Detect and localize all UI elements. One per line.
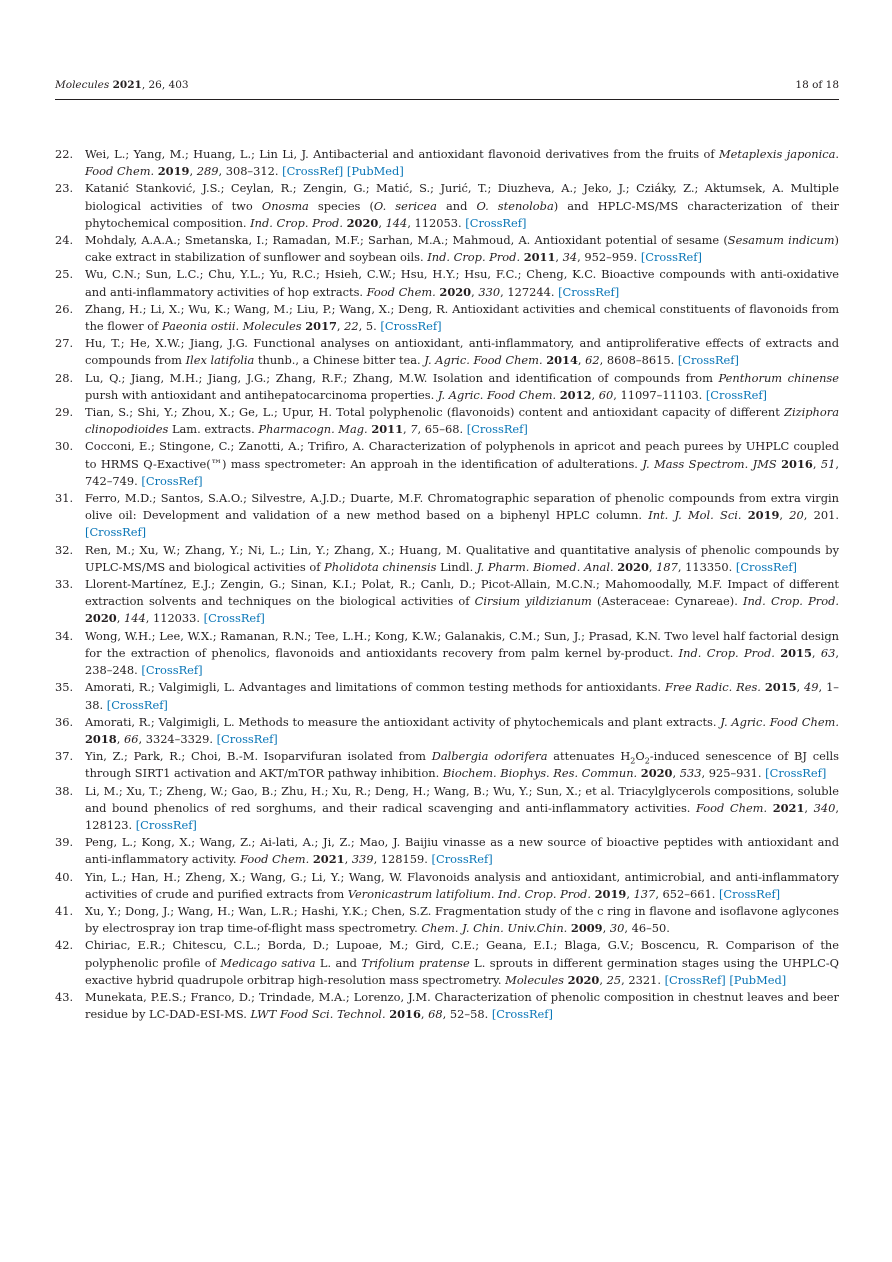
reference-item [55,679,839,713]
italic-text: O. sericea [373,198,437,213]
text-segment: Katanić Stanković, J.S.; Ceylan, R.; Zengin, G.; Matić, S.; Jurić, T.; Diuzheva, A.; Jeko, J.; Cziáky, Z.; Aktumsek, A. Multiple biological activities of two [85,181,839,213]
text-segment: Lu, Q.; Jiang, M.H.; Jiang, J.G.; Zhang, R.F.; Zhang, M.W. Isolation and identification of compounds from [85,370,719,385]
bold-year: 2019 [747,508,780,523]
reference-item [55,834,839,868]
text-segment: attenuates H [547,749,631,764]
bold-year: 2021 [772,800,805,815]
bold-year: 2012 [559,387,592,402]
text-segment: , [189,164,197,179]
crossref-link[interactable]: [CrossRef] [85,525,147,540]
text-segment: , [672,766,680,781]
text-segment: , [344,852,352,867]
crossref-link[interactable]: [CrossRef] [203,611,265,626]
text-segment: Yin, L.; Han, H.; Zheng, X.; Wang, G.; Li, Y.; Wang, W. Flavonoids analysis and antioxidant, antimicrobial, and anti-inflammatory activities of crude and purified extracts from [85,869,839,901]
reference-item [55,937,839,989]
italic-text: Ind. Crop. Prod. [678,645,775,660]
italic-text: Ilex latifolia [185,353,255,368]
italic-text: 63 [820,645,836,660]
reference-item [55,490,839,542]
text-segment: Amorati, R.; Valgimigli, L. Methods to measure the antioxidant activity of phytochemicals and plant extracts. [85,714,721,729]
reference-text [85,628,839,680]
italic-text: 330 [478,284,501,299]
italic-text: Dalbergia odorifera [431,749,548,764]
reference-item [55,266,839,300]
crossref-link[interactable]: [CrossRef] [141,473,203,488]
italic-text: Food Chem. [240,852,310,867]
crossref-link[interactable]: [CrossRef] [640,250,702,265]
crossref-link[interactable]: [CrossRef] [765,766,827,781]
text-segment: and [436,198,477,213]
reference-number: 38. [55,783,74,798]
italic-text: 340 [813,800,836,815]
italic-text: J. Mass Spectrom. JMS [642,456,777,471]
text-segment: , 652–661. [655,886,719,901]
journal-year: 2021 [112,79,142,91]
reference-number: 41. [55,903,74,918]
header-rule [55,99,839,100]
reference-number: 40. [55,869,74,884]
crossref-link[interactable]: [CrossRef] [735,559,798,574]
text-segment: , [336,319,345,334]
reference-number: 32. [55,542,74,557]
italic-text: 22 [344,319,359,334]
text-segment: , [420,1007,429,1022]
italic-text: Medicago sativa [220,955,316,970]
bold-year: 2018 [85,731,117,746]
reference-number: 36. [55,714,74,729]
italic-text: Ind. Crop. Prod. [743,594,839,609]
text-segment: Wei, L.; Yang, M.; Huang, L.; Lin Li, J. Antibacterial and antioxidant flavonoid derivatives from the fruits of [85,147,719,161]
reference-text [85,783,839,835]
reference-item [55,714,839,748]
italic-text: Food Chem. [366,284,436,299]
italic-text: J. Agric. Food Chem. [424,353,543,368]
text-segment: , 201. [803,508,839,523]
reference-item [55,232,839,266]
italic-text: Food Chem. [85,164,155,179]
text-segment: , 52–58. [442,1007,492,1022]
text-segment: -induced senescence of BJ cells through SIRT1 activation and AKT/mTOR pathway inhibition. [85,749,839,781]
italic-text: Int. J. Mol. Sci. [648,508,742,523]
journal-citation [55,79,189,91]
reference-item [55,404,839,438]
text-segment: Yin, Z.; Park, R.; Choi, B.-M. Isoparvifuran isolated from [85,749,432,764]
text-segment: , 238–248. [85,645,839,678]
italic-text: 533 [679,766,702,781]
text-segment: , 2321. [621,972,665,987]
text-segment: Ferro, M.D.; Santos, S.A.O.; Silvestre, A.J.D.; Duarte, M.F. Chromatographic separation of phenolic compounds from extra virgin olive oil: Development and validation of a new method based on a biphenyl HPLC column. [85,491,839,523]
reference-number: 25. [55,267,74,282]
text-segment: , [378,215,386,230]
italic-text: 144 [385,215,408,230]
text-segment: , 5. [358,319,381,334]
reference-number: 27. [55,336,74,351]
reference-number: 30. [55,439,74,454]
italic-text: Molecules [505,972,565,987]
text-segment: , [116,731,124,746]
reference-text [85,937,839,989]
page-number: 18 of 18 [795,79,839,91]
italic-text: Metaplexis japonica [719,147,836,161]
text-segment: , 128159. [373,852,432,867]
text-segment: , 8608–8615. [599,353,678,368]
text-segment: Lindl. [436,559,477,574]
italic-text: Sesamum indicum [727,233,835,248]
reference-text [85,903,839,937]
text-segment: Mohdaly, A.A.A.; Smetanska, I.; Ramadan, M.F.; Sarhan, M.A.; Mahmoud, A. Antioxidant potential of sesame ( [85,233,728,248]
reference-text [85,490,839,542]
text-segment: , 127244. [500,284,559,299]
text-segment: , [555,250,563,265]
reference-item [55,783,839,835]
crossref-link[interactable]: [CrossRef] [465,215,527,230]
text-segment: , [602,921,610,936]
text-segment: Tian, S.; Shi, Y.; Zhou, X.; Ge, L.; Upur, H. Total polyphenolic (flavonoids) content and antioxidant capacity of different [85,405,785,420]
text-segment: Lam. extracts. [168,422,259,437]
reference-number: 22. [55,147,74,161]
bold-year: 2015 [764,680,797,695]
reference-item [55,628,839,680]
reference-list [55,146,839,1023]
crossref-link[interactable]: [CrossRef] [558,284,620,299]
text-segment: Llorent-Martínez, E.J.; Zengin, G.; Sinan, K.I.; Polat, R.; Canlı, D.; Picot-Allain, M.C.N.; Mahomoodally, M.F. Impact of different extraction solvents and techniques on the biological activities of [85,577,839,609]
bold-year: 2015 [780,645,812,660]
subscript: 2 [644,756,650,766]
crossref-link[interactable]: [CrossRef] [677,353,739,368]
reference-text [85,232,839,266]
text-segment: . [235,319,243,334]
text-segment: Ren, M.; Xu, W.; Zhang, Y.; Ni, L.; Lin, Y.; Zhang, X.; Huang, M. Qualitative and quantitative analysis of phenolic compounds by UPLC-MS/MS and biological activities of [85,542,839,574]
reference-item [55,301,839,335]
text-segment: , [577,353,586,368]
crossref-link[interactable]: [CrossRef] [664,972,726,987]
bold-year: 2019 [157,164,190,179]
italic-text: 49 [804,680,819,695]
italic-text: 25 [606,972,622,987]
italic-text: 34 [562,250,578,265]
reference-number: 39. [55,835,74,850]
text-segment: thunb., a Chinese bitter tea. [254,353,425,368]
italic-text: 137 [633,886,656,901]
italic-text: 187 [656,559,678,574]
reference-text [85,335,839,369]
crossref-link[interactable]: [CrossRef] [431,852,493,867]
text-segment: , 112033. [145,611,204,626]
bold-year: 2019 [594,886,627,901]
italic-text: LWT Food Sci. Technol. [250,1007,386,1022]
reference-number: 42. [55,938,74,953]
bold-year: 2017 [305,319,337,334]
crossref-link[interactable]: [CrossRef] [141,663,203,678]
text-segment: Peng, L.; Kong, X.; Wang, Z.; Ai-lati, A.; Ji, Z.; Mao, J. Baijiu vinasse as a new source of bioactive peptides with antioxidant and anti-inflammatory activity. [85,835,839,867]
text-segment: , 46–50. [624,921,670,936]
text-segment: . [490,886,499,901]
reference-item [55,542,839,576]
text-segment: , 308–312. [218,164,283,179]
text-segment: , [626,886,634,901]
italic-text: 51 [820,456,836,471]
text-segment: , 1–38. [85,680,840,712]
text-segment: Zhang, H.; Li, X.; Wu, K.; Wang, M.; Liu, P.; Wang, X.; Deng, R. Antioxidant activities and chemical constituents of flavonoids from the flower of [85,301,839,334]
text-segment: Wu, C.N.; Sun, L.C.; Chu, Y.L.; Yu, R.C.; Hsieh, C.W.; Hsu, H.Y.; Hsu, F.C.; Cheng, K.C. Bioactive compounds with anti-oxidative and anti-inflammatory activities of hop extracts. [85,267,839,299]
bold-year: 2009 [570,921,603,936]
italic-text: 289 [196,164,219,179]
italic-text: 7 [410,422,418,437]
text-segment: Xu, Y.; Dong, J.; Wang, H.; Wan, L.R.; Hashi, Y.K.; Chen, S.Z. Fragmentation study of the c ring in flavone and isoflavone aglycones by electrospray ion trap time-of-flight mass spectrometry. [85,903,839,936]
italic-text: 339 [351,852,374,867]
italic-text: Free Radic. Res. [664,680,761,695]
reference-text [85,146,839,180]
crossref-link[interactable]: [CrossRef] [216,731,278,746]
crossref-link[interactable]: [CrossRef] [380,319,442,334]
italic-text: Trifolium pratense [361,955,470,970]
text-segment: , [648,559,657,574]
reference-item [55,989,839,1023]
reference-text [85,180,839,232]
text-segment: Hu, T.; He, X.W.; Jiang, J.G. Functional analyses on antioxidant, anti-inflammatory, and antiproliferative effects of extracts and compounds from [85,336,839,368]
text-segment: , [471,284,479,299]
bold-year: 2020 [85,611,117,626]
text-segment: , [796,680,805,695]
reference-number: 43. [55,989,74,1004]
bold-year: 2020 [640,766,673,781]
volume-issue: , 26, 403 [141,79,189,91]
bold-year: 2020 [346,215,379,230]
text-segment: Cocconi, E.; Stingone, C.; Zanotti, A.; Trifiro, A. Characterization of polyphenols in apricot and peach purees by UHPLC coupled to HRMS Q-Exactive(™) mass spectrometer: An approah in the identification of adulterations. [85,439,839,471]
bold-year: 2011 [523,250,556,265]
text-segment: , 952–959. [577,250,641,265]
text-segment: , [779,508,790,523]
italic-text: 30 [609,921,625,936]
text-segment: (Asteraceae: Cynareae). [591,594,744,609]
reference-text [85,834,839,868]
reference-item [55,903,839,937]
italic-text: 144 [123,611,146,626]
bold-year: 2020 [439,284,472,299]
reference-text [85,714,839,748]
crossref-link[interactable]: [CrossRef] [718,886,781,901]
running-header [55,77,839,97]
text-segment: ) and HPLC-MS/MS characterization of their phytochemical composition. [85,198,840,230]
text-segment: O [635,749,645,764]
reference-text [85,679,839,713]
reference-number: 31. [55,491,74,506]
italic-text: Veronicastrum latifolium [347,886,491,901]
text-segment: , [804,800,814,815]
reference-number: 26. [55,301,74,316]
bold-year: 2011 [371,422,404,437]
text-segment: , 113350. [677,559,736,574]
text-segment: , [811,645,821,660]
crossref-link[interactable]: [CrossRef] [106,697,168,712]
reference-text [85,576,839,628]
crossref-link[interactable]: [CrossRef] [135,817,197,832]
italic-text: J. Pharm. Biomed. Anal. [476,559,614,574]
text-segment: , 11097–11103. [613,387,706,402]
reference-item [55,576,839,628]
italic-text: Biochem. Biophys. Res. Commun. [442,766,638,781]
reference-text [85,542,839,576]
reference-text [85,989,839,1023]
reference-item [55,370,839,404]
reference-number: 33. [55,577,74,592]
crossref-link[interactable]: [CrossRef] [491,1007,553,1022]
bold-year: 2014 [546,353,578,368]
bold-year: 2020 [567,972,600,987]
reference-number: 35. [55,680,74,695]
crossref-link[interactable]: [CrossRef] [705,387,767,402]
reference-text [85,748,839,782]
reference-text [85,869,839,903]
reference-item [55,869,839,903]
text-segment: , 925–931. [701,766,766,781]
italic-text: 60 [598,387,614,402]
journal-name: Molecules [55,79,110,91]
text-segment: pursh with antioxidant and antihepatocarcinoma properties. [85,387,438,402]
italic-text: Ind. Crop. Prod. [498,886,591,901]
text-segment: . [835,147,840,161]
reference-text [85,438,839,490]
italic-text: Onosma [261,198,309,213]
text-segment: , 112053. [407,215,466,230]
text-segment: L. and [315,955,362,970]
italic-text: J. Agric. Food Chem. [437,387,557,402]
bold-year: 2021 [312,852,345,867]
italic-text: Ind. Crop. Prod. [250,215,343,230]
reference-item [55,335,839,369]
italic-text: Chem. J. Chin. Univ.Chin. [421,921,568,936]
text-segment: L. sprouts in different germination stages using the UHPLC-Q exactive hybrid quadrupole orbitrap high-resolution mass spectrometry. [85,955,839,987]
italic-text: 20 [789,508,804,523]
bold-year: 2016 [389,1007,421,1022]
italic-text: 68 [428,1007,443,1022]
reference-text [85,301,839,335]
italic-text: Pholidota chinensis [324,559,437,574]
bold-year: 2020 [617,559,649,574]
reference-number: 29. [55,405,74,420]
reference-number: 23. [55,181,74,196]
reference-item [55,748,839,782]
reference-text [85,370,839,404]
text-segment: species ( [308,198,374,213]
italic-text: Penthorum chinense [718,370,839,385]
text-segment: , [403,422,411,437]
pubmed-link[interactable]: [PubMed] [729,972,787,987]
reference-item [55,180,839,232]
italic-text: 66 [123,731,139,746]
text-segment: Chiriac, E.R.; Chitescu, C.L.; Borda, D.; Lupoae, M.; Gird, C.E.; Geana, E.I.; Blaga, G.V.; Boscencu, R. Comparison of the polyphenolic profile of [85,938,839,970]
reference-text [85,266,839,300]
text-segment: , [812,456,821,471]
italic-text: Molecules [242,319,302,334]
italic-text: Pharmacogn. Mag. [258,422,368,437]
bold-year: 2016 [781,456,813,471]
subscript: 2 [630,756,636,766]
text-segment: , 3324–3329. [138,731,217,746]
italic-text: Ziziphora clinopodioides [85,405,839,437]
reference-item [55,438,839,490]
italic-text: Food Chem. [696,800,768,815]
crossref-link[interactable]: [CrossRef] [282,164,344,179]
text-segment: , [591,387,599,402]
italic-text: Ind. Crop. Prod. [427,250,521,265]
text-segment: Munekata, P.E.S.; Franco, D.; Trindade, M.A.; Lorenzo, J.M. Characterization of phenolic composition in chestnut leaves and beer residue by LC-DAD-ESI-MS. [85,989,839,1022]
text-segment: Li, M.; Xu, T.; Zheng, W.; Gao, B.; Zhu, H.; Xu, R.; Deng, H.; Wang, B.; Wu, Y.; Sun, X.; et al. Triacylglycerols compositions, soluble and bound phenolics of red sorghums, and their radical scavenging and anti-inflammatory activities. [85,783,839,815]
reference-item [55,146,839,180]
italic-text: O. stenoloba [476,198,554,213]
text-segment: Wong, W.H.; Lee, W.X.; Ramanan, R.N.; Tee, L.H.; Kong, K.W.; Galanakis, C.M.; Sun, J.; Prasad, K.N. Two level half factorial design for the extraction of phenolics, flavonoids and antioxidants recovery from palm kernel by-product. [85,628,839,660]
text-segment: , [599,972,607,987]
text-segment: , [116,611,124,626]
text-segment: , 65–68. [417,422,467,437]
italic-text: J. Agric. Food Chem. [720,714,839,729]
reference-number: 28. [55,370,74,385]
text-segment: , 128123. [85,800,839,832]
italic-text: Paeonia ostii [161,319,236,334]
reference-number: 24. [55,233,74,248]
reference-text [85,404,839,438]
text-segment: ) cake extract in stabilization of sunflower and soybean oils. [85,233,839,265]
text-segment: Amorati, R.; Valgimigli, L. Advantages and limitations of common testing methods for antioxidants. [85,680,665,695]
italic-text: Cirsium yildizianum [474,594,592,609]
text-segment: , 742–749. [85,456,839,488]
italic-text: 62 [585,353,600,368]
crossref-link[interactable]: [CrossRef] [466,422,528,437]
reference-number: 34. [55,628,74,643]
pubmed-link[interactable]: [PubMed] [346,164,404,179]
reference-number: 37. [55,749,74,764]
